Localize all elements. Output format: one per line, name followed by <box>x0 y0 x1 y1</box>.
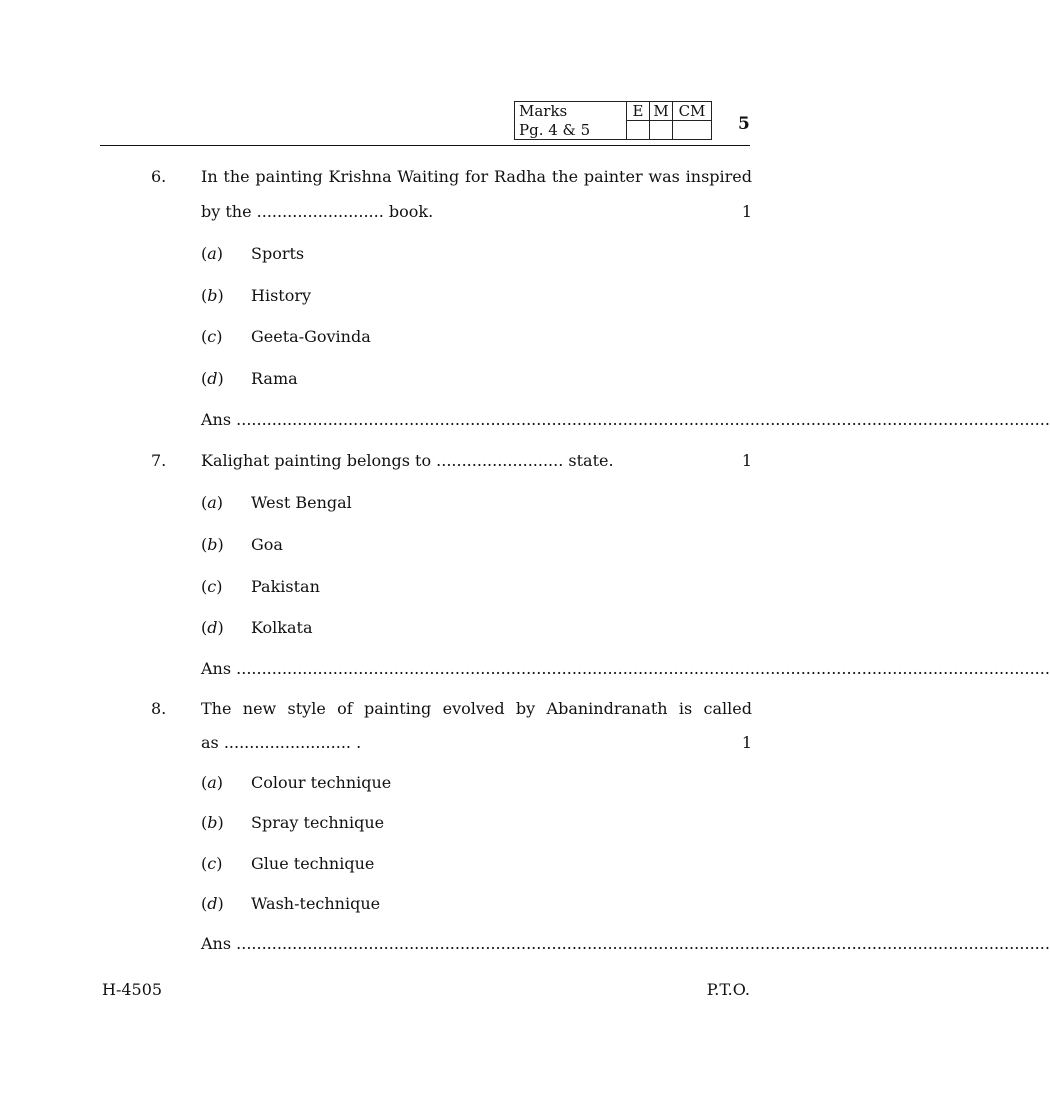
question-text: In the painting Krishna Waiting for Radha the painter was inspired <box>201 167 752 186</box>
paper-code: H-4505 <box>102 980 163 999</box>
question-number: 7. <box>151 451 167 470</box>
question-text-continued: by the ......................... book. <box>201 202 434 221</box>
option-letter: (b) <box>201 286 224 305</box>
option-letter: (d) <box>201 894 224 913</box>
option-letter: (d) <box>201 369 224 388</box>
option-letter: (c) <box>201 327 223 346</box>
option-text: Goa <box>251 535 283 554</box>
option-text: Wash-technique <box>251 894 381 913</box>
option-text: West Bengal <box>251 493 352 512</box>
option-letter: (b) <box>201 535 224 554</box>
option-letter: (b) <box>201 813 224 832</box>
pages-label: Pg. 4 & 5 <box>515 121 627 140</box>
answer-line[interactable] <box>201 659 1050 679</box>
page-number: 5 <box>738 114 750 134</box>
pto-label: P.T.O. <box>706 980 750 999</box>
answer-label: Ans <box>201 934 232 953</box>
question-text-continued: as ......................... . <box>201 733 362 752</box>
answer-label: Ans <box>201 410 232 429</box>
option-letter: (a) <box>201 244 224 263</box>
col-e-cell <box>627 121 650 140</box>
question-number: 6. <box>151 167 167 186</box>
option-letter: (a) <box>201 773 224 792</box>
option-letter: (c) <box>201 854 223 873</box>
option-letter: (d) <box>201 618 224 637</box>
question-number: 8. <box>151 699 167 718</box>
col-m-cell <box>650 121 673 140</box>
option-text: Sports <box>251 244 305 263</box>
col-cm-cell <box>673 121 712 140</box>
option-text: History <box>251 286 312 305</box>
answer-line[interactable] <box>201 410 1050 430</box>
marks-label: Marks <box>515 102 627 121</box>
option-text: Pakistan <box>251 577 320 596</box>
marks-table <box>514 101 712 140</box>
question-marks: 1 <box>741 202 752 221</box>
option-text: Spray technique <box>251 813 385 832</box>
col-e-header: E <box>627 102 650 121</box>
col-m-header: M <box>650 102 673 121</box>
answer-dots: ................................................................................................................................................................ <box>231 410 1050 429</box>
option-text: Geeta-Govinda <box>251 327 371 346</box>
col-cm-header: CM <box>673 102 712 121</box>
option-text: Rama <box>251 369 298 388</box>
question-text: Kalighat painting belongs to ......................... state. <box>201 451 614 470</box>
question-marks: 1 <box>741 451 752 470</box>
question-text: The new style of painting evolved by Abanindranath is called <box>201 699 752 718</box>
option-text: Kolkata <box>251 618 313 637</box>
question-marks: 1 <box>741 733 752 752</box>
option-letter: (a) <box>201 493 224 512</box>
answer-dots: ................................................................................................................................................................ <box>231 659 1050 678</box>
answer-dots: ................................................................................................................................................................ <box>231 934 1050 953</box>
header-rule <box>100 145 750 146</box>
option-letter: (c) <box>201 577 223 596</box>
option-text: Colour technique <box>251 773 392 792</box>
answer-line[interactable] <box>201 934 1050 954</box>
answer-label: Ans <box>201 659 232 678</box>
option-text: Glue technique <box>251 854 375 873</box>
